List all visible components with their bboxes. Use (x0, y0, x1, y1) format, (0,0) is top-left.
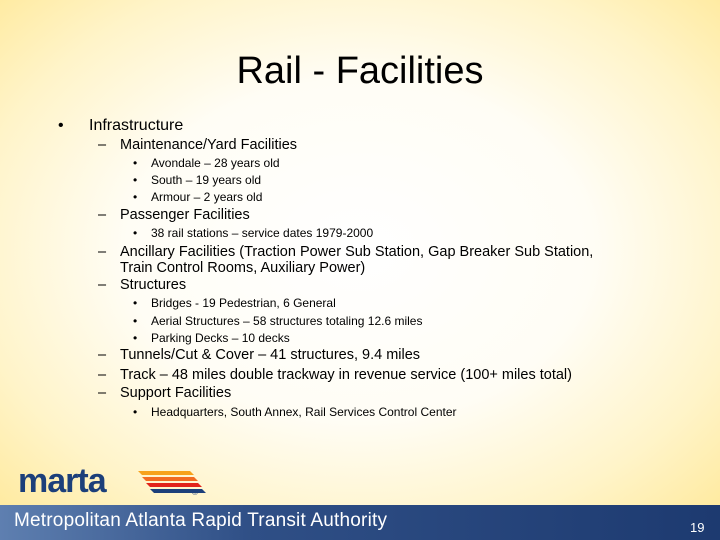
item-track: Track – 48 miles double trackway in revenue service (100+ miles total) (120, 367, 572, 383)
sub-bullet-marker: • (133, 405, 138, 419)
dash-marker: – (98, 244, 107, 260)
item-structures: Structures (120, 277, 187, 293)
item-ancillary-facilities-cont: Train Control Rooms, Auxiliary Power) (120, 260, 366, 276)
dash-marker: – (98, 207, 107, 223)
sub-bullet-marker: • (133, 296, 138, 310)
item-headquarters: Headquarters, South Annex, Rail Services Control Center (151, 405, 457, 419)
dash-marker: – (98, 367, 107, 383)
sub-bullet-marker: • (133, 156, 138, 170)
item-maintenance-yard: Maintenance/Yard Facilities (120, 137, 298, 153)
sub-bullet-marker: • (133, 314, 138, 328)
dash-marker: – (98, 137, 107, 153)
sub-bullet-marker: • (133, 331, 138, 345)
item-support-facilities: Support Facilities (120, 385, 232, 401)
bullet-glyph: • (58, 117, 64, 134)
marta-logo (18, 462, 208, 505)
item-south: South – 19 years old (151, 173, 262, 187)
item-bridges: Bridges - 19 Pedestrian, 6 General (151, 296, 336, 310)
registered-mark: ® (192, 488, 198, 497)
sub-bullet-marker: • (133, 173, 138, 187)
item-ancillary-facilities: Ancillary Facilities (Traction Power Sub Station, Gap Breaker Sub Station, (120, 244, 594, 260)
marta-logo-graphic (18, 462, 208, 500)
item-rail-stations: 38 rail stations – service dates 1979-2000 (151, 226, 374, 240)
item-armour: Armour – 2 years old (151, 190, 263, 204)
sub-bullet-marker: • (133, 190, 138, 204)
page-number: 19 (690, 520, 705, 535)
slide-title: Rail - Facilities (236, 50, 484, 92)
item-tunnels: Tunnels/Cut & Cover – 41 structures, 9.4 miles (120, 347, 421, 363)
item-aerial-structures: Aerial Structures – 58 structures totaling 12.6 miles (151, 314, 423, 328)
marta-wordmark: marta (18, 462, 106, 500)
item-parking-decks: Parking Decks – 10 decks (151, 331, 290, 345)
bullet-infrastructure: Infrastructure (89, 117, 184, 134)
dash-marker: – (98, 385, 107, 401)
item-avondale: Avondale – 28 years old (151, 156, 280, 170)
footer-org-name: Metropolitan Atlanta Rapid Transit Authority (14, 510, 388, 531)
dash-marker: – (98, 277, 107, 293)
dash-marker: – (98, 347, 107, 363)
item-passenger-facilities: Passenger Facilities (120, 207, 250, 223)
sub-bullet-marker: • (133, 226, 138, 240)
